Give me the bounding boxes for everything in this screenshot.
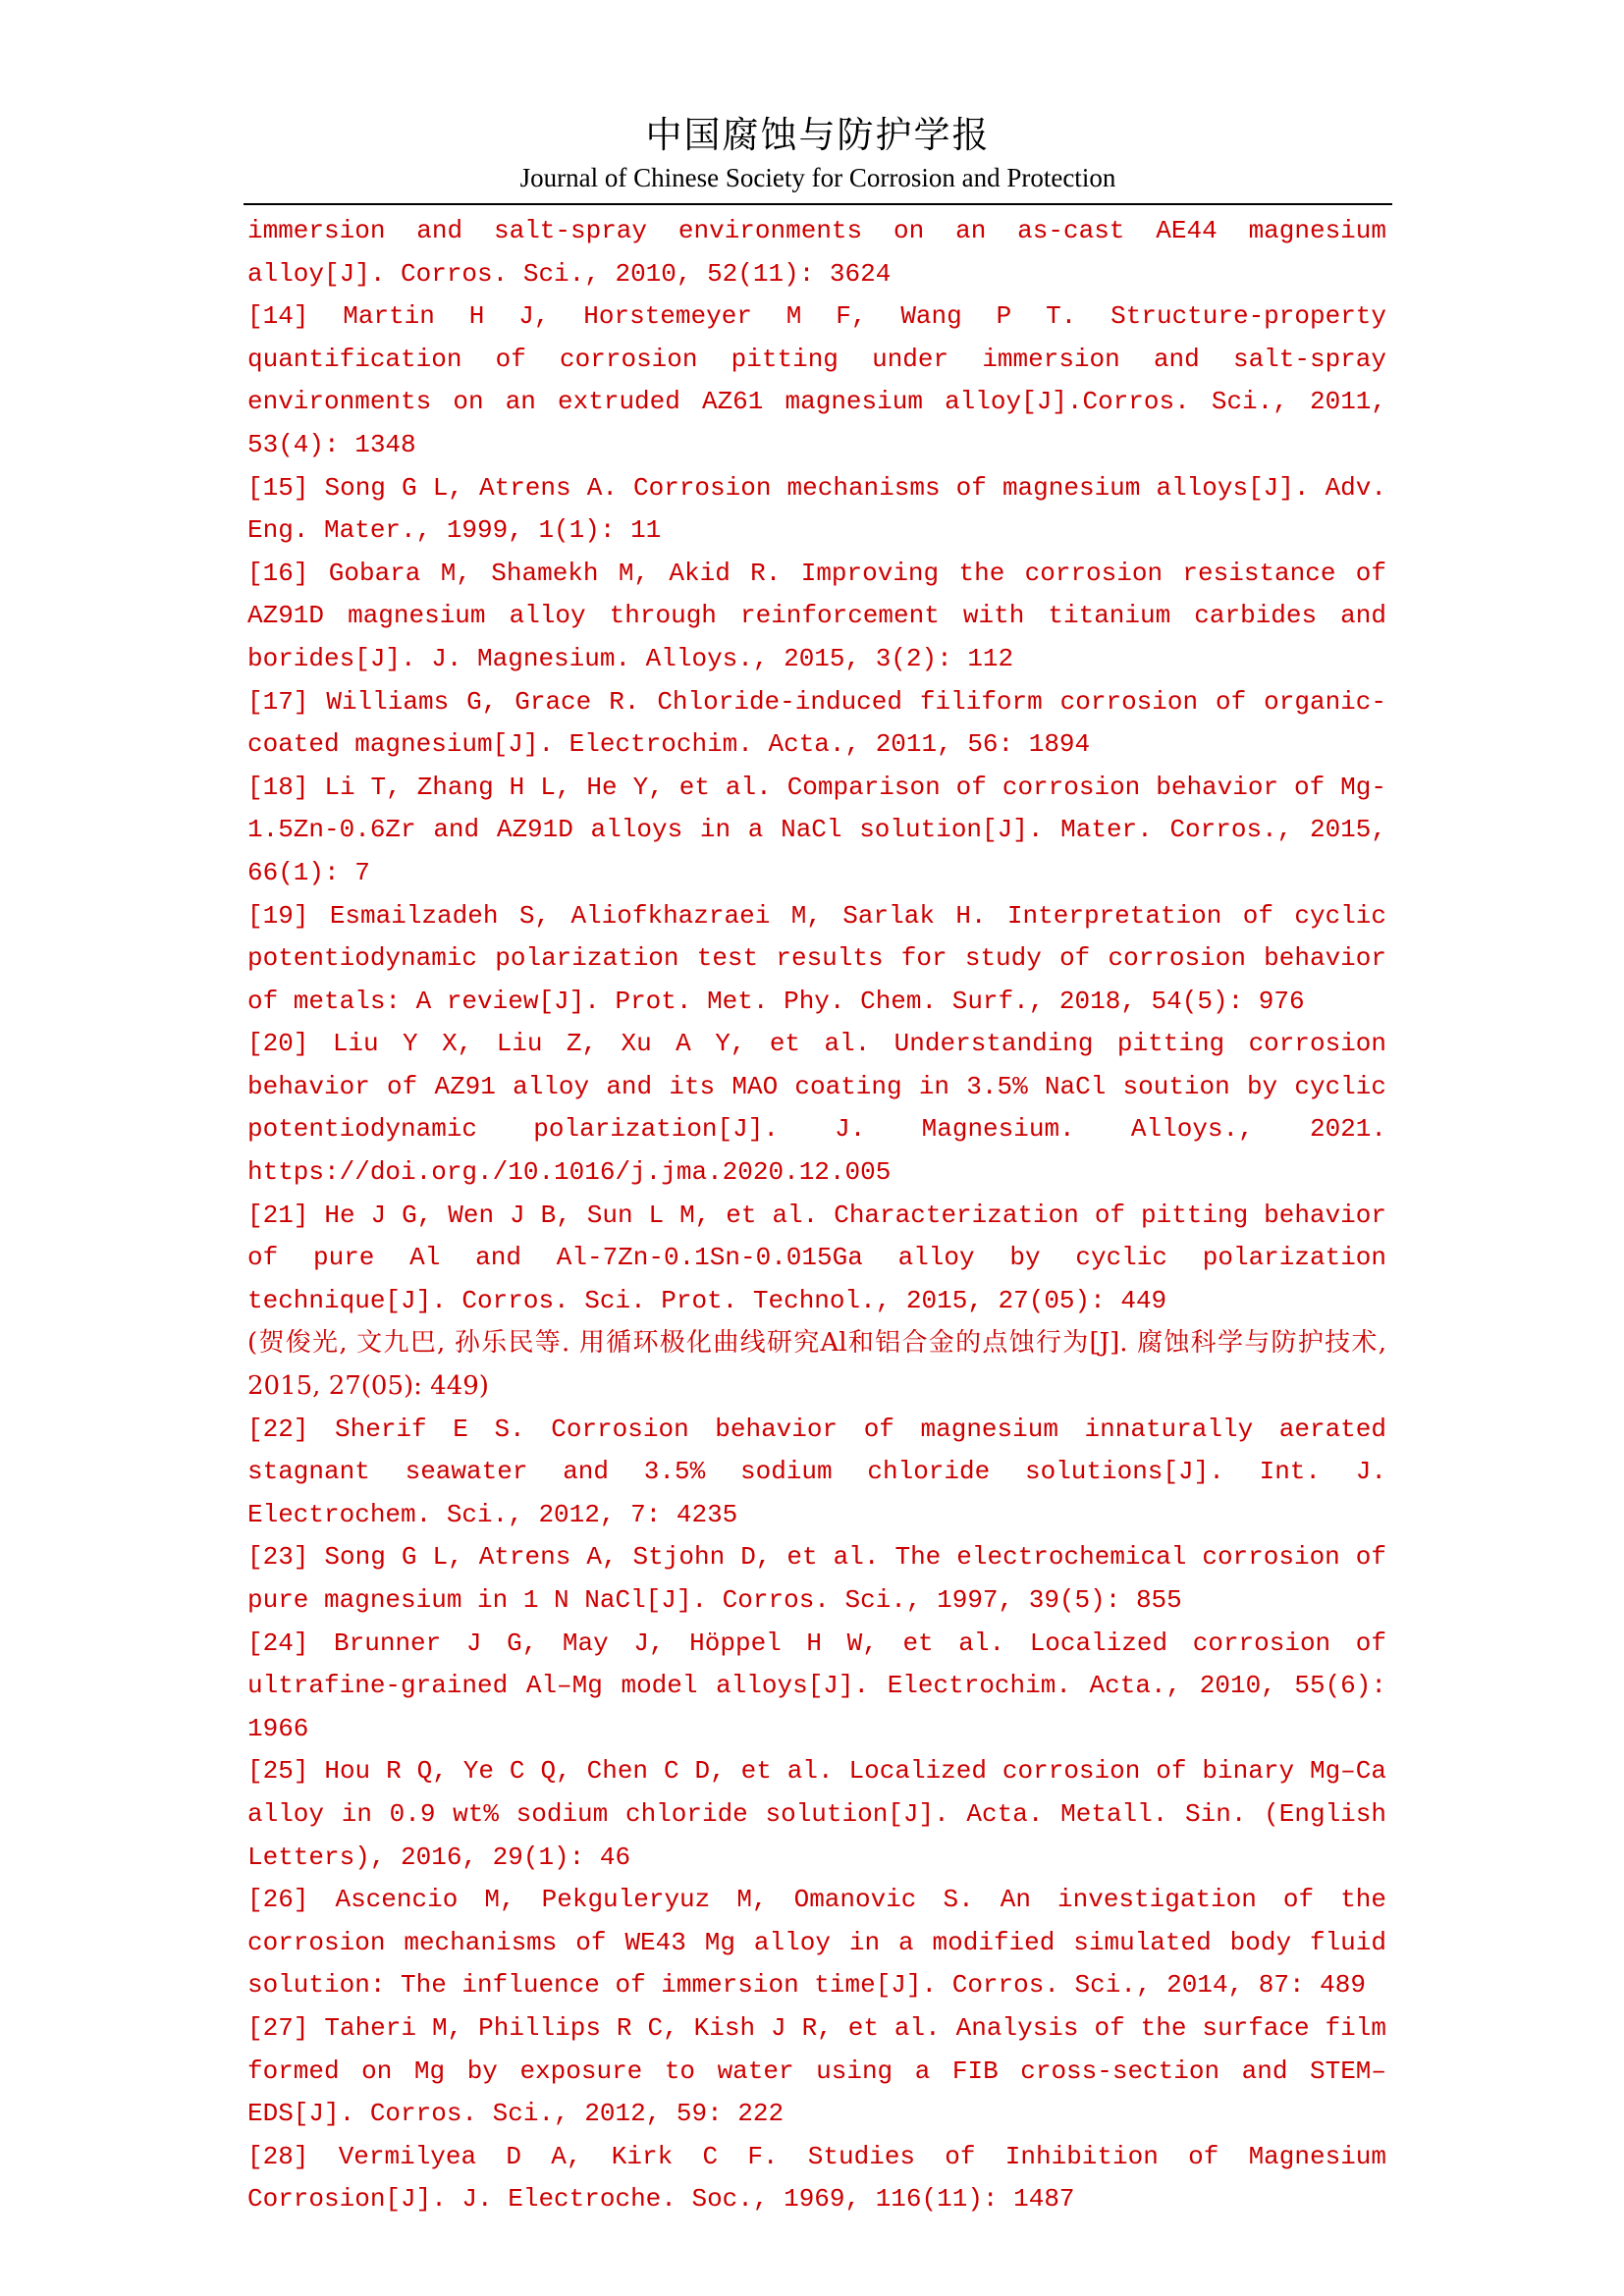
reference-25: [25] Hou R Q, Ye C Q, Chen C D, et al. Localized corrosion of binary Mg–Ca alloy in 0.9 wt% sodium chloride solution[J]. Acta. Metall. Sin. (English Letters), 2016, 29(1): 46 (247, 1756, 1386, 1872)
reference-22: [22] Sherif E S. Corrosion behavior of magnesium innaturally aerated stagnant seawater and 3.5% sodium chloride solutions[J]. Int. J. Electrochem. Sci., 2012, 7: 4235 (247, 1414, 1386, 1529)
header-divider (244, 203, 1392, 205)
reference-17: [17] Williams G, Grace R. Chloride-induced filiform corrosion of organic-coated magnesium[J]. Electrochim. Acta., 2011, 56: 1894 (247, 686, 1386, 760)
reference-19: [19] Esmailzadeh S, Aliofkhazraei M, Sarlak H. Interpretation of cyclic potentiodynamic polarization test results for study of corrosion behavior of metals: A review[J]. Prot. Met. Phy. Chem. Surf., 2018, 54(5): 976 (247, 900, 1386, 1016)
reference-13-continued: immersion and salt-spray environments on an as-cast AE44 magnesium alloy[J]. Corros. Sci., 2010, 52(11): 3624 (247, 216, 1386, 289)
reference-24: [24] Brunner J G, May J, Höppel H W, et al. Localized corrosion of ultrafine-grained Al–Mg model alloys[J]. Electrochim. Acta., 2010, 55(6): 1966 (247, 1628, 1386, 1743)
reference-28: [28] Vermilyea D A, Kirk C F. Studies of Inhibition of Magnesium Corrosion[J]. J. Electroche. Soc., 1969, 116(11): 1487 (247, 2141, 1386, 2215)
journal-header (244, 110, 1392, 194)
reference-18: [18] Li T, Zhang H L, He Y, et al. Comparison of corrosion behavior of Mg-1.5Zn-0.6Zr and AZ91D alloys in a NaCl solution[J]. Mater. Corros., 2015, 66(1): 7 (247, 772, 1386, 887)
journal-title-chinese: 中国腐蚀与防护学报 (645, 114, 991, 156)
journal-title-english: Journal of Chinese Society for Corrosion and Protection (519, 163, 1116, 192)
reference-16: [16] Gobara M, Shamekh M, Akid R. Improving the corrosion resistance of AZ91D magnesium alloy through reinforcement with titanium carbides and borides[J]. J. Magnesium. Alloys., 2015, 3(2): 112 (247, 558, 1386, 673)
reference-15: [15] Song G L, Atrens A. Corrosion mechanisms of magnesium alloys[J]. Adv. Eng. Mater., 1999, 1(1): 11 (247, 472, 1386, 546)
reference-21-chinese: (贺俊光, 文九巴, 孙乐民等. 用循环极化曲线研究Al和铝合金的点蚀行为[J]. 腐蚀科学与防护技术, 2015, 27(05): 449) (247, 1328, 1386, 1402)
reference-21: [21] He J G, Wen J B, Sun L M, et al. Characterization of pitting behavior of pure Al and Al-7Zn-0.1Sn-0.015Ga alloy by cyclic polarization technique[J]. Corros. Sci. Prot. Technol., 2015, 27(05): 449 (247, 1200, 1386, 1315)
reference-14: [14] Martin H J, Horstemeyer M F, Wang P T. Structure-property quantification of corrosion pitting under immersion and salt-spray environments on an extruded AZ61 magnesium alloy[J].Corros. Sci., 2011, 53(4): 1348 (247, 301, 1386, 459)
reference-26: [26] Ascencio M, Pekguleryuz M, Omanovic S. An investigation of the corrosion mechanisms of WE43 Mg alloy in a modified simulated body fluid solution: The influence of immersion time[J]. Corros. Sci., 2014, 87: 489 (247, 1885, 1386, 2001)
reference-list (247, 210, 1386, 2221)
reference-23: [23] Song G L, Atrens A, Stjohn D, et al. The electrochemical corrosion of pure magnesium in 1 N NaCl[J]. Corros. Sci., 1997, 39(5): 855 (247, 1542, 1386, 1615)
reference-20: [20] Liu Y X, Liu Z, Xu A Y, et al. Understanding pitting corrosion behavior of AZ91 alloy and its MAO coating in 3.5% NaCl soution by cyclic potentiodynamic polarization[J]. J. Magnesium. Alloys., 2021. https://doi.org./10.1016/j.jma.2020.12.005 (247, 1029, 1386, 1188)
reference-27: [27] Taheri M, Phillips R C, Kish J R, et al. Analysis of the surface film formed on Mg by exposure to water using a FIB cross-section and STEM–EDS[J]. Corros. Sci., 2012, 59: 222 (247, 2012, 1386, 2129)
